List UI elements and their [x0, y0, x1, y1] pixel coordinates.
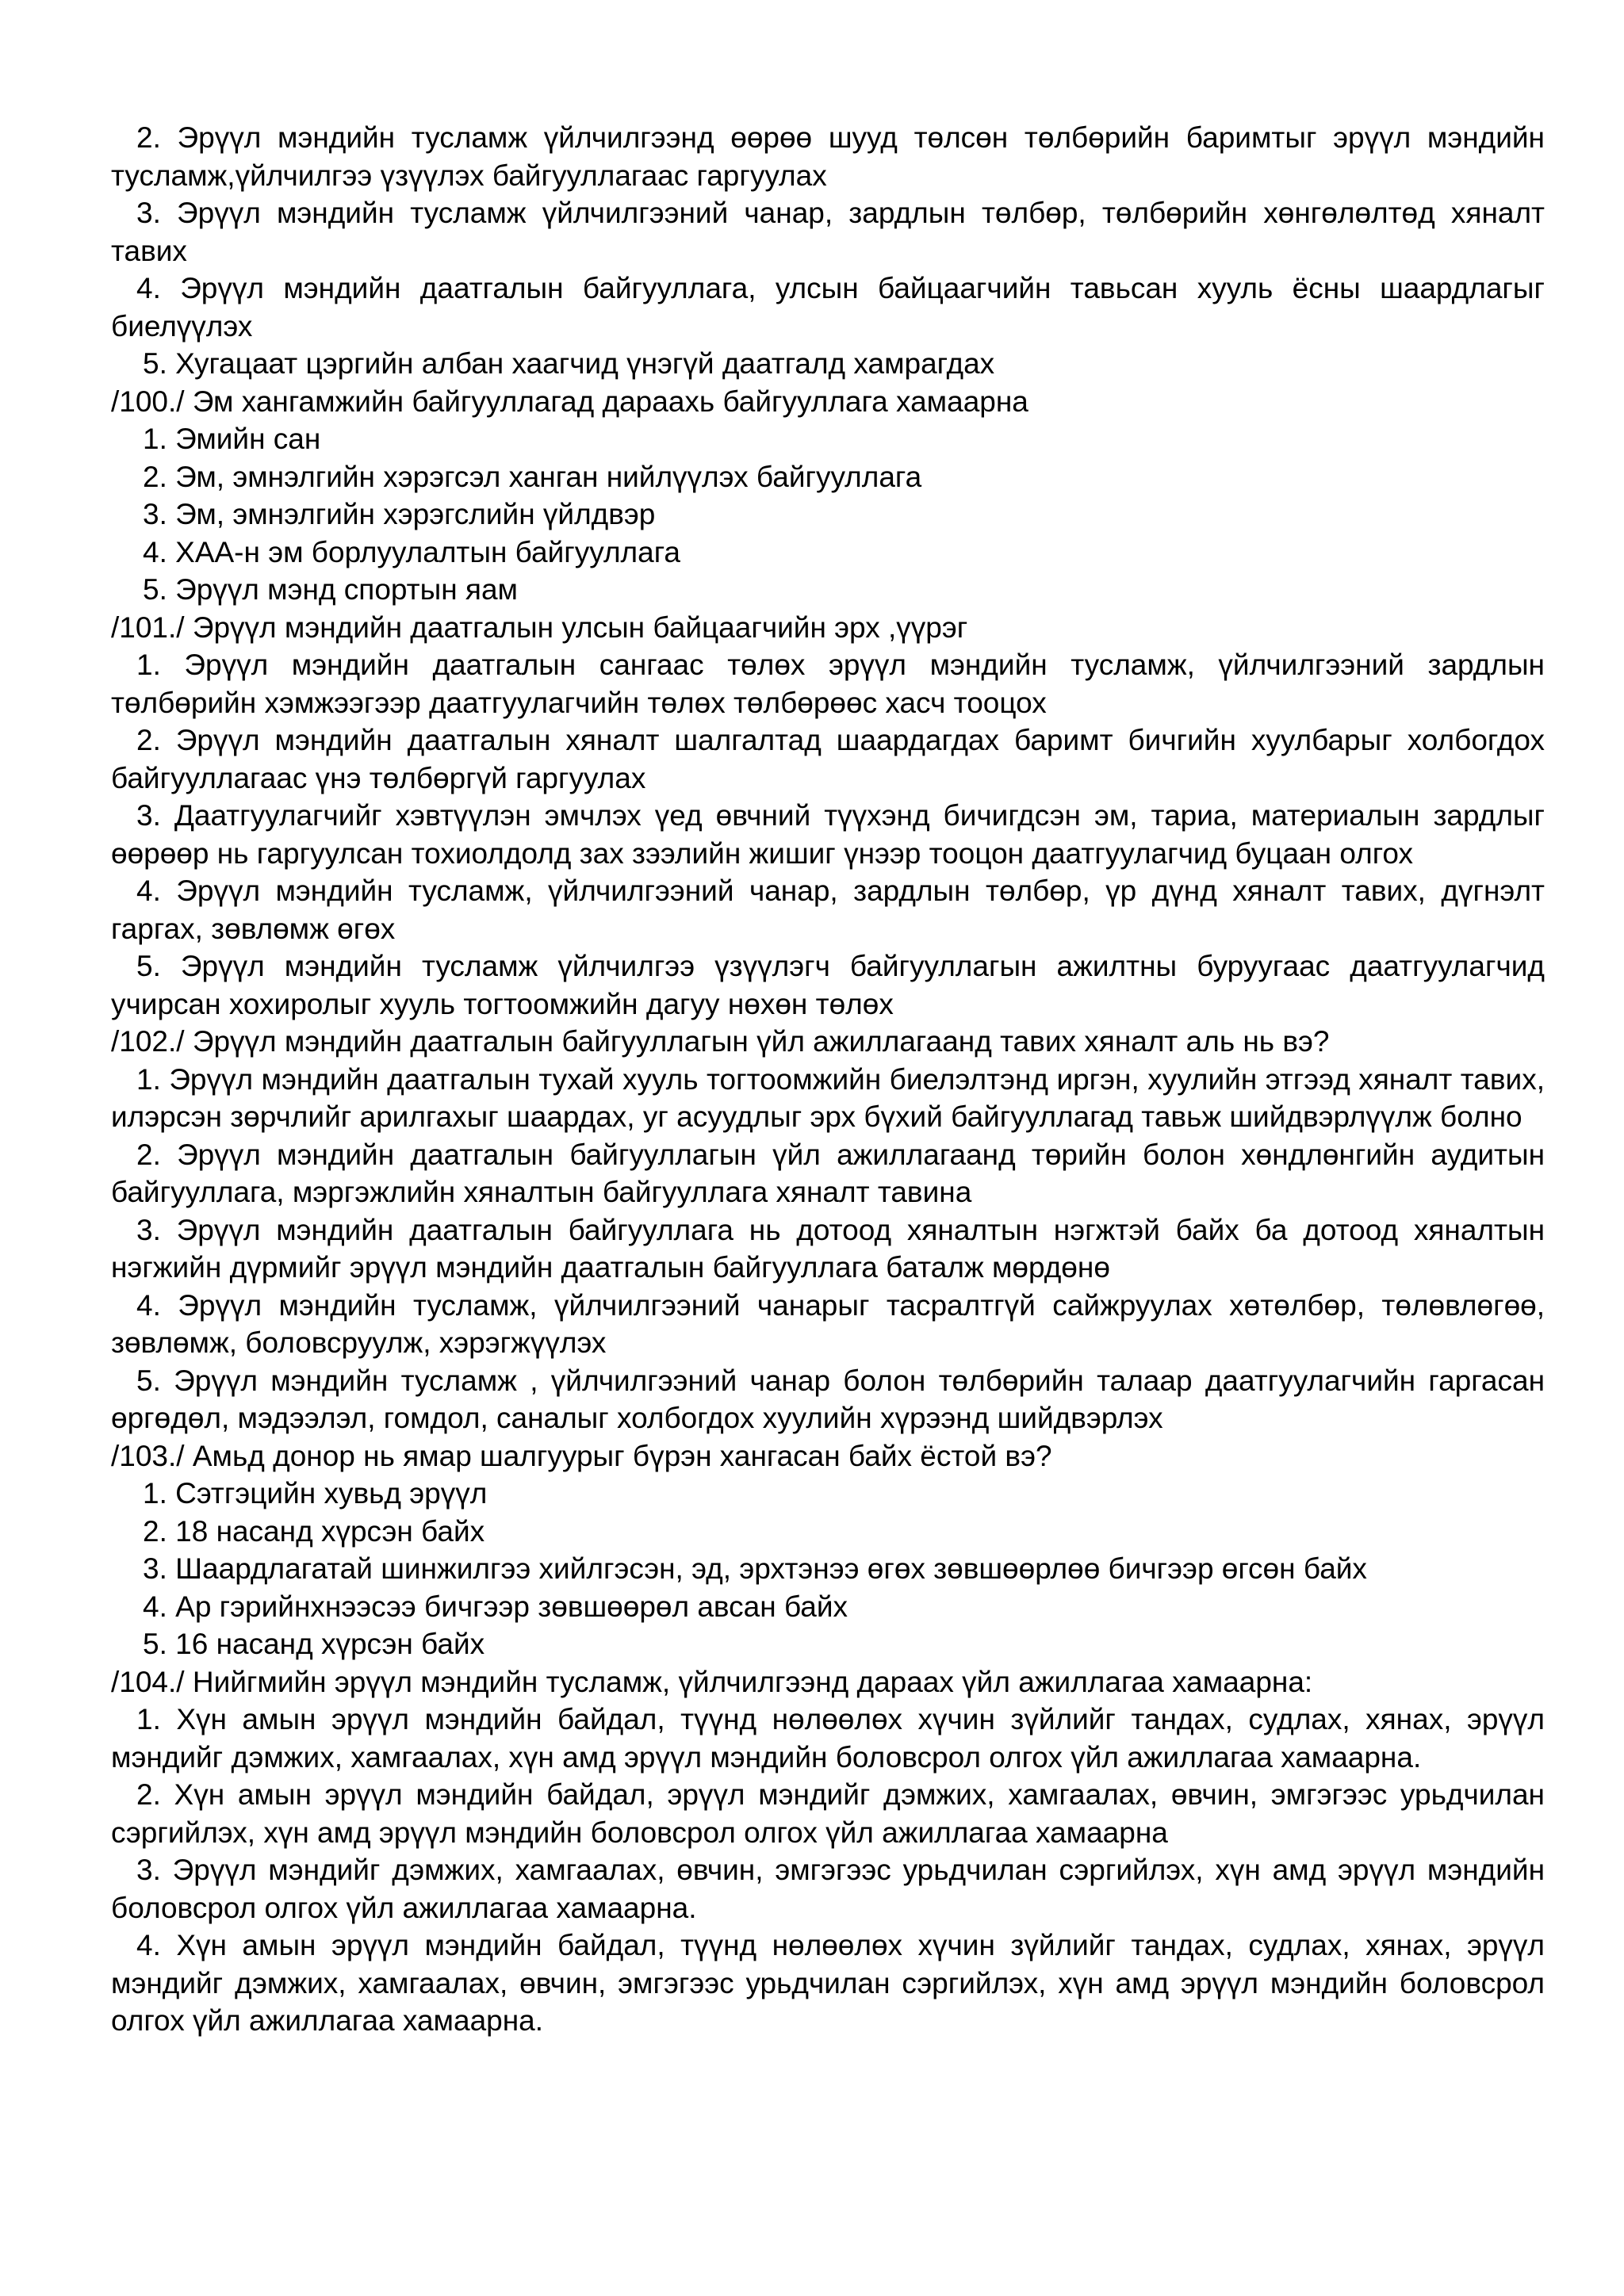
- answer-option: 2. Хүн амын эрүүл мэндийн байдал, эрүүл мэндийг дэмжих, хамгаалах, өвчин, эмгэгээс урьдчилан сэргийлэх, хүн амд эрүүл мэндийн боловсрол олгох үйл ажиллагаа хамаарна: [111, 1778, 1545, 1849]
- question-101: /101./ Эрүүл мэндийн даатгалын улсын байцаагчийн эрх ,үүрэг: [111, 610, 968, 644]
- answer-option: 1. Эрүүл мэндийн даатгалын тухай хууль тогтоомжийн биелэлтэнд иргэн, хуулийн этгээд хяналт тавих, илэрсэн зөрчлийг арилгахыг шаардах, уг асуудлыг эрх бүхий байгууллагад тавьж шийдвэрлүүлж болно: [111, 1062, 1545, 1133]
- answer-option: 3. Шаардлагатай шинжилгээ хийлгэсэн, эд, эрхтэнээ өгөх зөвшөөрлөө бичгээр өгсөн байх: [143, 1552, 1367, 1585]
- question-104: /104./ Нийгмийн эрүүл мэндийн тусламж, үйлчилгээнд дараах үйл ажиллагаа хамаарна:: [111, 1665, 1313, 1698]
- question-102: /102./ Эрүүл мэндийн даатгалын байгууллагын үйл ажиллагаанд тавих хяналт аль нь вэ?: [111, 1025, 1330, 1058]
- answer-option: 3. Эрүүл мэндийн даатгалын байгууллага нь дотоод хяналтын нэгжтэй байх ба дотоод хяналтын нэгжийн дүрмийг эрүүл мэндийн даатгалын байгууллага баталж мөрдөнө: [111, 1213, 1545, 1284]
- answer-option: 2. Эрүүл мэндийн даатгалын байгууллагын үйл ажиллагаанд төрийн болон хөндлөнгийн аудитын байгууллага, мэргэжлийн хяналтын байгууллага хяналт тавина: [111, 1138, 1545, 1208]
- answer-option: 1. Эрүүл мэндийн даатгалын сангаас төлөх эрүүл мэндийн тусламж, үйлчилгээний зардлын төлбөрийн хэмжээгээр даатгуулагчийн төлөх төлбөрөөс хасч тооцох: [111, 649, 1545, 719]
- answer-option: 2. Эм, эмнэлгийн хэрэгсэл ханган нийлүүлэх байгууллага: [143, 460, 922, 493]
- answer-option: 1. Хүн амын эрүүл мэндийн байдал, түүнд нөлөөлөх хүчин зүйлийг тандах, судлах, хянах, эрүүл мэндийг дэмжих, хамгаалах, хүн амд эрүүл мэндийн боловсрол олгох үйл ажиллагаа хамаарна.: [111, 1703, 1545, 1774]
- answer-option: 2. Эрүүл мэндийн даатгалын хяналт шалгалтад шаардагдах баримт бичгийн хуулбарыг холбогдох байгууллагаас үнэ төлбөргүй гаргуулах: [111, 724, 1545, 794]
- answer-option: 1. Сэтгэцийн хувьд эрүүл: [143, 1477, 488, 1510]
- answer-option: 3. Эрүүл мэндийг дэмжих, хамгаалах, өвчин, эмгэгээс урьдчилан сэргийлэх, хүн амд эрүүл мэндийн боловсрол олгох үйл ажиллагаа хамаарна.: [111, 1854, 1545, 1924]
- answer-option: 4. ХАА-н эм борлуулалтын байгууллага: [143, 535, 680, 568]
- answer-option: 4. Эрүүл мэндийн тусламж, үйлчилгээний чанар, зардлын төлбөр, үр дүнд хяналт тавих, дүгнэлт гаргах, зөвлөмж өгөх: [111, 874, 1545, 945]
- document-page: [111, 119, 1545, 2040]
- question-103: /103./ Амьд донор нь ямар шалгуурыг бүрэн хангасан байх ёстой вэ?: [111, 1439, 1052, 1472]
- answer-option: 5. Хугацаат цэргийн албан хаагчид үнэгүй даатгалд хамрагдах: [143, 347, 995, 380]
- answer-option: 2. 18 насанд хүрсэн байх: [143, 1514, 485, 1548]
- answer-option: 4. Эрүүл мэндийн тусламж, үйлчилгээний чанарыг тасралтгүй сайжруулах хөтөлбөр, төлөвлөгөө, зөвлөмж, боловсруулж, хэрэгжүүлэх: [111, 1288, 1545, 1359]
- answer-option: 3. Эрүүл мэндийн тусламж үйлчилгээний чанар, зардлын төлбөр, төлбөрийн хөнгөлөлтөд хяналт тавих: [111, 197, 1545, 267]
- answer-option: 2. Эрүүл мэндийн тусламж үйлчилгээнд өөрөө шууд төлсөн төлбөрийн баримтыг эрүүл мэндийн тусламж,үйлчилгээ үзүүлэх байгууллагаас гаргуулах: [111, 121, 1545, 192]
- answer-option: 3. Даатгуулагчийг хэвтүүлэн эмчлэх үед өвчний түүхэнд бичигдсэн эм, тариа, материалын зардлыг өөрөөр нь гаргуулсан тохиолдолд зах зээлийн жишиг үнээр тооцон даатгуулагчид буцаан олгох: [111, 799, 1545, 870]
- answer-option: 5. 16 насанд хүрсэн байх: [143, 1628, 485, 1660]
- answer-option: 5. Эрүүл мэндийн тусламж үйлчилгээ үзүүлэгч байгууллагын ажилтны буруугаас даатгуулагчид учирсан хохиролыг хууль тогтоомжийн дагуу нөхөн төлөх: [111, 950, 1545, 1020]
- answer-option: 4. Эрүүл мэндийн даатгалын байгууллага, улсын байцаагчийн тавьсан хууль ёсны шаардлагыг биелүүлэх: [111, 272, 1545, 342]
- answer-option: 4. Хүн амын эрүүл мэндийн байдал, түүнд нөлөөлөх хүчин зүйлийг тандах, судлах, хянах, эрүүл мэндийг дэмжих, хамгаалах, өвчин, эмгэгээс урьдчилан сэргийлэх, хүн амд эрүүл мэндийн боловсрол олгох үйл ажиллагаа хамаарна.: [111, 1929, 1545, 2037]
- answer-option: 1. Эмийн сан: [143, 423, 321, 455]
- answer-option: 3. Эм, эмнэлгийн хэрэгслийн үйлдвэр: [143, 498, 656, 530]
- answer-option: 5. Эрүүл мэнд спортын яам: [143, 573, 518, 606]
- answer-option: 5. Эрүүл мэндийн тусламж , үйлчилгээний чанар болон төлбөрийн талаар даатгуулагчийн гаргасан өргөдөл, мэдээлэл, гомдол, саналыг холбогдох хуулийн хүрээнд шийдвэрлэх: [111, 1364, 1545, 1434]
- answer-option: 4. Ар гэрийнхнээсээ бичгээр зөвшөөрөл авсан байх: [143, 1590, 848, 1623]
- question-100: /100./ Эм хангамжийн байгууллагад дараахь байгууллага хамаарна: [111, 385, 1028, 418]
